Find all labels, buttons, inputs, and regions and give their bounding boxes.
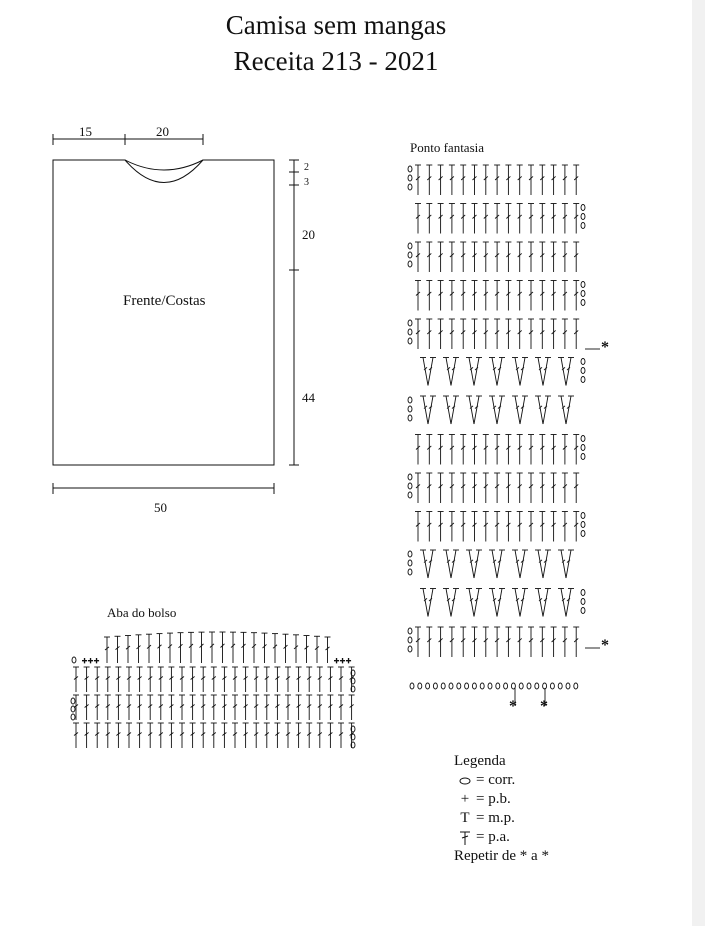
double-crochet-stitch [136,635,142,663]
double-crochet-stitch [190,695,196,720]
legend-item-chain [454,771,549,790]
double-crochet-stitch [73,667,79,692]
single-crochet-stitch: + [346,656,352,666]
double-crochet-stitch [338,723,344,748]
double-crochet-stitch [105,667,111,692]
double-crochet-stitch [147,723,153,748]
legend-title: Legenda [454,753,506,769]
double-crochet-stitch [188,632,194,663]
double-crochet-stitch [262,633,268,663]
dim-shoulder-label: 15 [79,124,92,139]
double-crochet-stitch [274,667,280,692]
double-crochet-stitch [285,723,291,748]
double-crochet-stitch [167,633,173,663]
double-crochet-stitch [200,695,206,720]
double-crochet-stitch [232,723,238,748]
chain-stitch [71,698,75,704]
legend-item-single-crochet [454,790,549,809]
double-crochet-stitch [178,633,184,663]
double-crochet-stitch [243,723,249,748]
legend-repeat-note: Repetir de * a * [454,848,549,864]
double-crochet-stitch [325,637,331,663]
double-crochet-stitch [115,667,121,692]
page-subtitle: Receita 213 - 2021 [233,46,439,76]
double-crochet-stitch [211,695,217,720]
double-crochet-stitch [306,667,312,692]
double-crochet-stitch [274,723,280,748]
double-crochet-stitch [232,667,238,692]
double-crochet-stitch [296,667,302,692]
double-crochet-stitch [147,667,153,692]
double-crochet-stitch [338,695,344,720]
double-crochet-stitch [221,667,227,692]
double-crochet-stitch [168,695,174,720]
double-crochet-stitch [94,723,100,748]
double-crochet-stitch [253,723,259,748]
double-crochet-stitch [230,632,236,663]
double-crochet-stitch [306,695,312,720]
double-crochet-stitch [283,634,289,663]
double-crochet-stitch [264,667,270,692]
double-crochet-stitch [338,667,344,692]
double-crochet-stitch [306,723,312,748]
single-crochet-stitch: + [94,656,100,666]
double-crochet-stitch [243,695,249,720]
legend-item-double [454,828,549,847]
repeat-mark-left: * [509,698,517,715]
double-crochet-stitch [179,667,185,692]
double-crochet-stitch [84,723,90,748]
double-crochet-stitch [285,667,291,692]
double-crochet-stitch [327,667,333,692]
double-crochet-stitch [146,634,152,663]
double-crochet-stitch [304,636,310,663]
double-crochet-stitch [200,723,206,748]
chain-stitch [72,657,76,663]
repeat-mark-top: * [601,339,609,356]
double-crochet-stitch [158,667,164,692]
double-crochet-stitch [211,723,217,748]
chain-icon [454,771,476,790]
double-crochet-stitch [209,632,215,663]
double-crochet-stitch [220,632,226,663]
double-crochet-stitch [317,723,323,748]
double-crochet-stitch [157,634,163,663]
double-crochet-stitch [115,723,121,748]
double-crochet-stitch [199,632,205,663]
legend-item-text: = p.a. [476,829,510,845]
double-crochet-stitch [190,667,196,692]
legend-item-text: = corr. [476,772,516,788]
double-crochet-stitch [158,695,164,720]
piece-label: Frente/Costas [123,293,206,309]
double-crochet-stitch [293,635,299,663]
double-crochet-stitch [137,723,143,748]
double-crochet-stitch [296,695,302,720]
dim-neck-label: 20 [156,124,169,139]
repeat-mark-bottom: * [601,637,609,654]
double-crochet-stitch [115,695,121,720]
double-crochet-stitch [221,723,227,748]
chain-stitch [71,706,75,712]
double-crochet-stitch [73,723,79,748]
double-crochet-stitch [94,695,100,720]
double-crochet-stitch [126,723,132,748]
double-crochet-stitch [211,667,217,692]
double-crochet-stitch [94,667,100,692]
single-crochet-stitch: + [82,656,88,666]
double-crochet-stitch [168,667,174,692]
double-crochet-stitch [232,695,238,720]
double-crochet-stitch [221,695,227,720]
double-crochet-stitch [84,667,90,692]
double-crochet-stitch [314,636,320,663]
dim-neck-depth-1-label: 2 [304,162,309,173]
double-crochet-stitch [285,695,291,720]
page-title: Camisa sem mangas [225,10,447,40]
dim-neck-depth-2-label: 3 [304,177,309,188]
single-crochet-stitch: + [334,656,340,666]
double-crochet-stitch [179,695,185,720]
double-crochet-stitch [274,695,280,720]
dim-width-label: 50 [154,500,167,515]
double-crochet-stitch [317,695,323,720]
single-crochet-stitch: + [88,656,94,666]
double-crochet-stitch [253,695,259,720]
stitch-chart-title: Ponto fantasia [410,140,485,155]
double-crochet-stitch [158,723,164,748]
double-crochet-stitch [126,667,132,692]
double-crochet-stitch [179,723,185,748]
repeat-mark-right: * [540,698,548,715]
double-crochet-stitch [147,695,153,720]
dim-armhole-label: 20 [302,227,315,242]
double-crochet-stitch [349,695,355,720]
double-crochet-stitch [137,667,143,692]
double-crochet-stitch [241,632,247,663]
double-crochet-stitch [251,633,257,663]
double-crochet-stitch [327,695,333,720]
double-crochet-stitch [264,695,270,720]
chain-stitch [71,714,75,720]
legend-item-text: = p.b. [476,791,511,807]
double-crochet-stitch [296,723,302,748]
single-crochet-stitch: + [340,656,346,666]
half-double-crochet-icon: T [460,810,470,826]
double-crochet-stitch [105,695,111,720]
double-crochet-stitch [243,667,249,692]
double-crochet-stitch [115,636,121,663]
double-crochet-stitch [126,695,132,720]
legend-item-text: = m.p. [476,810,515,826]
single-crochet-icon: + [460,791,470,807]
double-crochet-stitch [272,634,278,663]
legend-item-half-double [454,809,549,828]
double-crochet-stitch [190,723,196,748]
double-crochet-stitch [200,667,206,692]
pocket-chart-title: Aba do bolso [107,605,177,620]
double-crochet-stitch [105,723,111,748]
dim-body-label: 44 [302,390,315,405]
double-crochet-stitch [264,723,270,748]
double-crochet-stitch [317,667,323,692]
double-crochet-stitch [168,723,174,748]
double-crochet-stitch [253,667,259,692]
double-crochet-stitch [125,636,131,663]
double-crochet-stitch [327,723,333,748]
legend [454,752,549,866]
double-crochet-stitch [137,695,143,720]
double-crochet-icon [454,828,476,847]
double-crochet-stitch [104,637,110,663]
double-crochet-stitch [84,695,90,720]
